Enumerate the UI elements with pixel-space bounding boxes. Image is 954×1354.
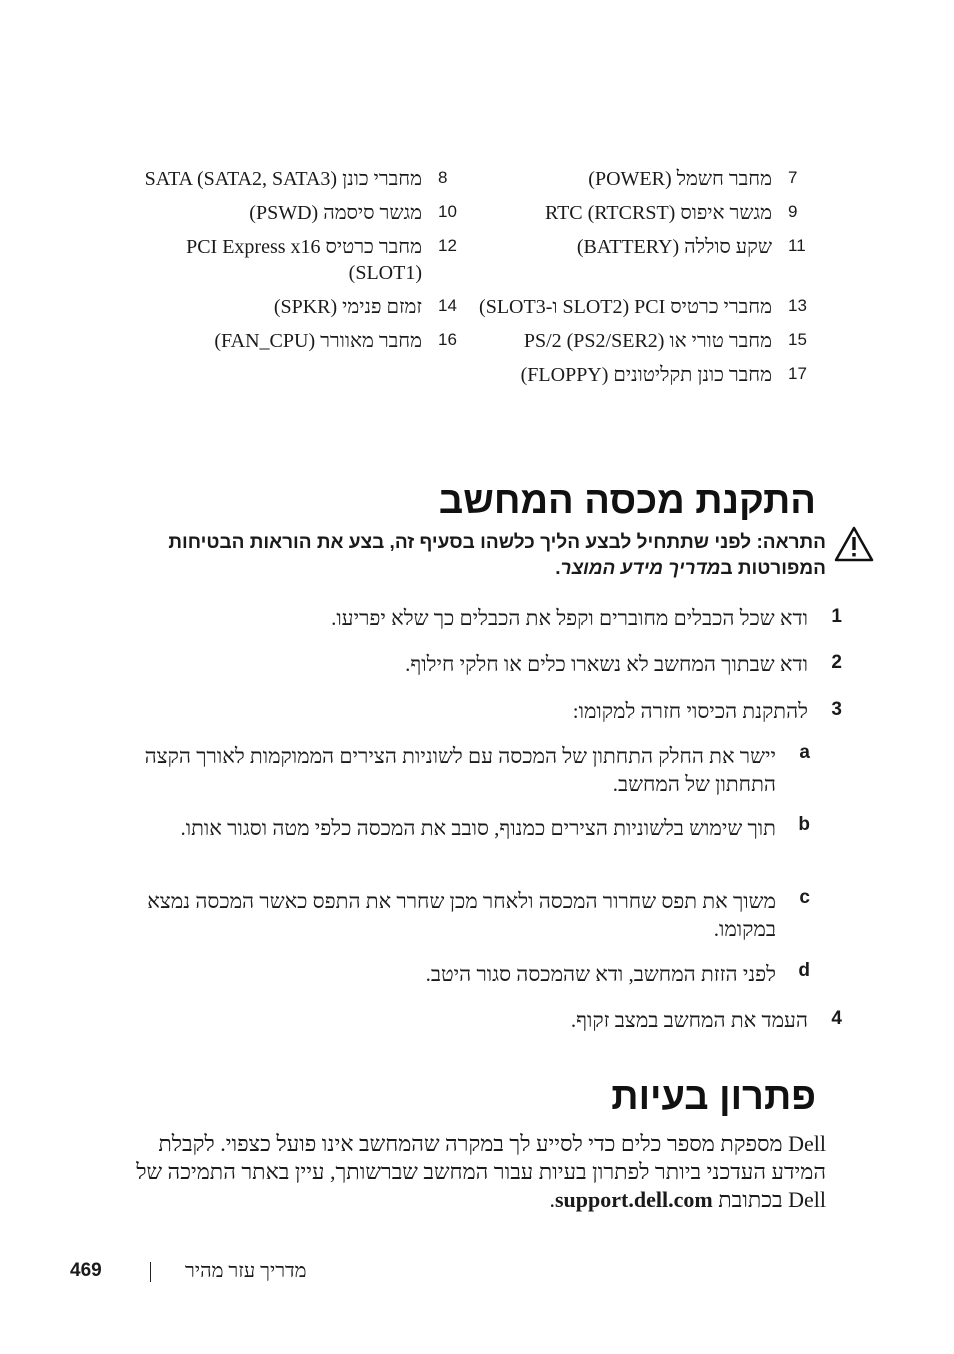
- connector-number: [432, 362, 470, 388]
- support-link[interactable]: support.dell.com: [555, 1187, 713, 1212]
- step-number: 1: [831, 606, 842, 627]
- connector-label: שקע סוללה (BATTERY): [576, 236, 772, 258]
- connector-cell: [470, 294, 820, 320]
- connector-label: מחברי כונן SATA (SATA2, SATA3): [144, 168, 422, 190]
- connector-number: 10: [438, 202, 457, 221]
- step-text: ודא שכל הכבלים מחוברים וקפל את הכבלים כך שלא יפריעו.: [331, 606, 808, 630]
- connector-label: מחברי כרטיס PCI (SLOT2 ו-SLOT3): [479, 296, 772, 318]
- section-title-install-cover: התקנת מכסה המחשב: [438, 480, 816, 522]
- connector-row: [120, 362, 820, 388]
- step-text: ודא שבתוך המחשב לא נשארו כלים או חלקי חילוף.: [405, 652, 808, 676]
- connector-cell: [470, 328, 820, 354]
- connector-cell: [120, 362, 470, 388]
- connector-number: 7: [788, 168, 798, 187]
- troubleshooting-end: .: [549, 1187, 555, 1212]
- connector-cell: [470, 234, 820, 286]
- substep-letter: d: [798, 960, 810, 981]
- warning-triangle-icon: [834, 526, 874, 562]
- step-number: 3: [831, 699, 842, 720]
- connector-cell: [470, 362, 820, 388]
- step-number: 2: [831, 652, 842, 673]
- connector-cell: [120, 200, 470, 226]
- step-text: העמד את המחשב במצב זקוף.: [570, 1008, 808, 1032]
- substep-d: [126, 960, 810, 988]
- connector-cell: [470, 166, 820, 192]
- connector-number: 14: [438, 296, 457, 315]
- connector-label: זמזם פנימי (SPKR): [273, 296, 422, 318]
- connector-number: 15: [788, 330, 807, 349]
- connector-cell: [120, 234, 470, 286]
- connector-number: 9: [788, 202, 798, 221]
- connector-number: 8: [438, 168, 448, 187]
- connector-cell: [120, 166, 470, 192]
- connector-cell: [120, 328, 470, 354]
- warning-body: לפני שתתחיל לבצע הליך כלשהו בסעיף זה, בצע את הוראות הבטיחות המפורטות ב: [168, 532, 826, 579]
- connector-label: מחבר כונן תקליטונים (FLOPPY): [520, 364, 772, 386]
- warning-text: [126, 530, 826, 582]
- connector-row: [120, 200, 820, 226]
- step-number: 4: [831, 1008, 842, 1029]
- substep-letter: b: [798, 814, 810, 835]
- warning-label: התראה:: [756, 532, 826, 553]
- connector-cell: [470, 200, 820, 226]
- connector-cell: [120, 294, 470, 320]
- substep-c: [126, 887, 810, 943]
- substep-text: משוך את תפס שחרור המכסה ולאחר מכן שחרר את התפס כאשר המכסה נמצא במקומו.: [147, 889, 776, 941]
- connector-row: [120, 328, 820, 354]
- connector-row: [120, 294, 820, 320]
- page-footer: [70, 1260, 340, 1288]
- substep-text: תוך שימוש בלשוניות הצירים כמנוף, סובב את המכסה כלפי מטה וסגור אותו.: [180, 816, 776, 840]
- page-number: 469: [70, 1260, 102, 1281]
- connector-label: מחבר חשמל (POWER): [588, 168, 772, 190]
- step-2: [108, 650, 842, 678]
- connector-number: 12: [438, 236, 457, 255]
- step-text: להתקנת הכיסוי חזרה למקומו:: [572, 699, 808, 723]
- connector-number: 11: [788, 236, 806, 255]
- troubleshooting-text: Dell מספקת מספר כלים כדי לסייע לך במקרה שהמחשב אינו פועל כצפוי. לקבלת המידע העדכני ביותר לפתרון בעיות עבור המחשב שברשותך, עיין באתר התמיכה של Dell בכתובת: [136, 1131, 826, 1212]
- connector-number: 17: [788, 364, 807, 383]
- step-3: [108, 697, 842, 725]
- connector-table: [120, 166, 820, 396]
- connector-label: מגשר איפוס RTC (RTCRST): [544, 202, 772, 224]
- connector-label: מחבר כרטיס PCI Express x16 (SLOT1): [186, 236, 422, 284]
- connector-label: מחבר מאוורר (FAN_CPU): [214, 330, 422, 352]
- connector-row: [120, 166, 820, 192]
- step-1: [108, 604, 842, 632]
- substep-letter: a: [799, 742, 810, 763]
- footer-divider: [150, 1262, 151, 1282]
- connector-label: מחבר טורי או PS/2 (PS2/SER2): [523, 330, 772, 352]
- connector-number: 13: [788, 296, 807, 315]
- substep-letter: c: [799, 887, 810, 908]
- warning-box: [126, 530, 826, 582]
- substep-text: יישר את החלק התחתון של המכסה עם לשוניות הצירים הממוקמות לאורך הקצה התחתון של המחשב.: [144, 744, 776, 796]
- footer-title: מדריך עזר מהיר: [185, 1260, 307, 1282]
- warning-doc-name: מדריך מידע המוצר: [560, 558, 721, 579]
- troubleshooting-paragraph: [121, 1130, 826, 1214]
- connector-label: מגשר סיסמה (PSWD): [249, 202, 422, 224]
- connector-label: [122, 362, 432, 388]
- substep-text: לפני הזזת המחשב, ודא שהמכסה סגור היטב.: [425, 962, 776, 986]
- step-4: [108, 1006, 842, 1034]
- connector-row: [120, 234, 820, 286]
- section-title-troubleshooting: פתרון בעיות: [611, 1076, 816, 1118]
- connector-number: 16: [438, 330, 457, 349]
- substep-a: [116, 742, 810, 798]
- warning-end: .: [555, 558, 561, 579]
- substep-b: [156, 814, 810, 842]
